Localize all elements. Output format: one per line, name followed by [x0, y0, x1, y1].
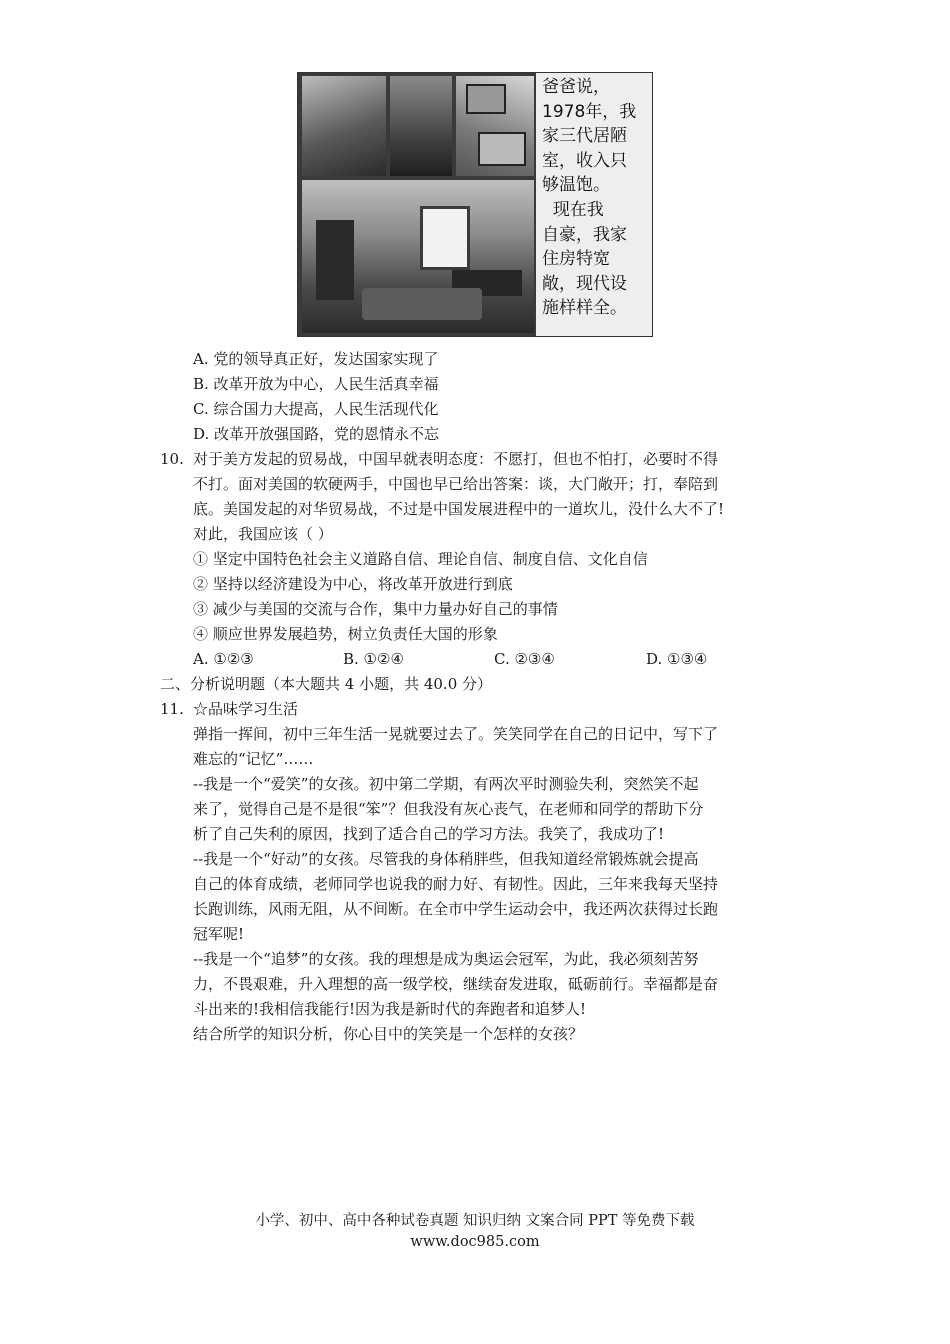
modern-living-room-photo	[302, 180, 534, 333]
q9-option-d: D. 改革开放强国路，党的恩情永不忘	[193, 425, 440, 443]
q9-option-a: A. 党的领导真正好，发达国家实现了	[193, 350, 439, 368]
q10-choice-a: A. ①②③	[193, 650, 254, 668]
q10-statement-1: ① 坚定中国特色社会主义道路自信、理论自信、制度自信、文化自信	[193, 550, 648, 568]
photo-caption: 爸爸说， 1978年，我 家三代居陋 室，收入只 够温饱。 现在我 自豪，我家 住房特宽 敞，现代设 施样样全。	[542, 77, 637, 319]
old-tv-photo	[456, 76, 534, 176]
footer-line-1: 小学、初中、高中各种试卷真题 知识归纳 文案合同 PPT 等免费下载	[255, 1213, 695, 1229]
q11-line-3: --我是一个“爱笑”的女孩。初中第二学期，有两次平时测验失利，突然笑不起	[193, 775, 699, 793]
q10-choice-d: D. ①③④	[646, 650, 708, 668]
q11-title: ☆品味学习生活	[193, 700, 299, 718]
old-room-photo	[302, 76, 386, 176]
q11-line-7: 自己的体育成绩，老师同学也说我的耐力好、有韧性。因此，三年来我每天坚持	[193, 875, 719, 893]
q11-line-6: --我是一个“好动”的女孩。尽管我的身体稍胖些，但我知道经常锻炼就会提高	[193, 850, 699, 868]
q11-line-5: 析了自己失利的原因，找到了适合自己的学习方法。我笑了，我成功了!	[193, 825, 665, 843]
q10-stem-line-3: 底。美国发起的对华贸易战，不过是中国发展进程中的一道坎儿，没什么大不了!	[193, 500, 725, 518]
photo-collage-image	[298, 73, 536, 336]
q10-stem-line-2: 不打。面对美国的软硬两手，中国也早已给出答案：谈，大门敞开；打，奉陪到	[193, 475, 719, 493]
comparison-photo	[297, 72, 653, 337]
old-doorway-photo	[390, 76, 452, 176]
q11-line-10: --我是一个“追梦”的女孩。我的理想是成为奥运会冠军，为此，我必须刻苦努	[193, 950, 699, 968]
q11-line-1: 弹指一挥间，初中三年生活一晃就要过去了。笑笑同学在自己的日记中，写下了	[193, 725, 719, 743]
q10-stem-line-1: 对于美方发起的贸易战，中国早就表明态度：不愿打，但也不怕打，必要时不得	[193, 450, 719, 468]
q10-choice-c: C. ②③④	[494, 650, 555, 668]
q10-statement-3: ③ 减少与美国的交流与合作，集中力量办好自己的事情	[193, 600, 558, 618]
q11-line-9: 冠军呢!	[193, 925, 245, 943]
q11-line-11: 力，不畏艰难，升入理想的高一级学校，继续奋发进取，砥砺前行。幸福都是奋	[193, 975, 719, 993]
q9-option-b: B. 改革开放为中心，人民生活真幸福	[193, 375, 439, 393]
q11-line-12: 斗出来的!我相信我能行!因为我是新时代的奔跑者和追梦人!	[193, 1000, 587, 1018]
q10-statement-4: ④ 顺应世界发展趋势，树立负责任大国的形象	[193, 625, 498, 643]
q11-line-4: 来了，觉得自己是不是很“笨”？但我没有灰心丧气，在老师和同学的帮助下分	[193, 800, 704, 818]
q10-statement-2: ② 坚持以经济建设为中心，将改革开放进行到底	[193, 575, 513, 593]
q9-option-c: C. 综合国力大提高，人民生活现代化	[193, 400, 439, 418]
q10-choice-b: B. ①②④	[343, 650, 404, 668]
q11-number: 11.	[160, 700, 184, 718]
q11-line-13: 结合所学的知识分析，你心目中的笑笑是一个怎样的女孩？	[193, 1025, 584, 1043]
q10-number: 10.	[160, 450, 184, 468]
q11-line-2: 难忘的“记忆”……	[193, 750, 314, 768]
q11-line-8: 长跑训练，风雨无阻，从不间断。在全市中学生运动会中，我还两次获得过长跑	[193, 900, 719, 918]
section-heading: 二、分析说明题（本大题共 4 小题，共 40.0 分）	[160, 675, 493, 693]
footer-url[interactable]: www.doc985.com	[410, 1234, 540, 1250]
q10-stem-line-4: 对此，我国应该（ ）	[193, 525, 333, 543]
